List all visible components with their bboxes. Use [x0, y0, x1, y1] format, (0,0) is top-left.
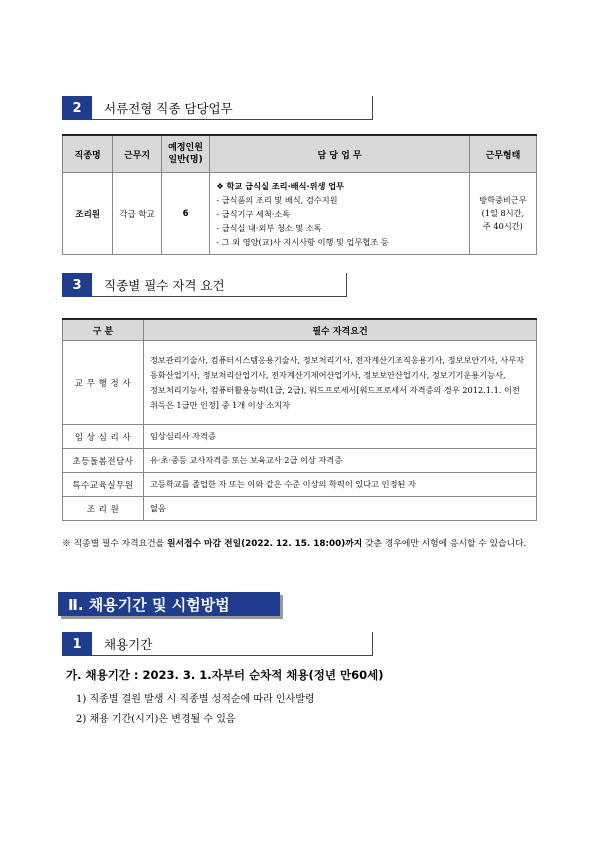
- header-requirement: 필수 자격요건: [144, 319, 537, 341]
- duty-heading: ❖ 학교 급식실 조리·배식·위생 업무: [216, 180, 345, 191]
- row-value: 없음: [144, 497, 537, 521]
- note-deadline: 원서접수 마감 전일(2022. 12. 15. 18:00)까지: [166, 539, 363, 549]
- section-title: 직종별 필수 자격 요건: [92, 273, 347, 297]
- work-place: 각급 학교: [113, 173, 161, 255]
- section-1-heading: [62, 632, 373, 656]
- duty-item: - 그 외 영양(교)사 지시사항 이행 및 업무협조 등: [216, 236, 389, 247]
- row-value: 유·초·중등 교사자격증 또는 보육교사 2급 이상 자격증: [144, 449, 537, 473]
- row-label: 임 상 심 리 사: [63, 425, 144, 449]
- work-type: 방학중비근무 (1일 8시간, 주 40시간): [469, 173, 536, 255]
- section-number: 1: [62, 632, 92, 656]
- section-number: 3: [62, 273, 92, 297]
- row-value: 정보관리기술사, 컴퓨터시스템응용기술사, 정보처리기사, 전자계산기조직응용기사, 정보보안기사, 사무자동화산업기사, 정보처리산업기사, 전자계산기제어산업기사, 정보보안산업기사, 정보기기운용기능사, 정보처리기능사, 컴퓨터활용능력(1급, 2급), 워드프로세서[워드프로세서 자격증의 경우 2012.1.1. 이전 취득은 1급만 인정] 중 1개 이상 소지자: [144, 341, 537, 425]
- duty-table: [62, 134, 537, 255]
- qualification-table: [62, 318, 537, 521]
- section-3-heading: [62, 273, 347, 297]
- row-label: 교 무 행 정 사: [63, 341, 144, 425]
- qualification-note: [62, 536, 542, 552]
- header-work-type: 근무형태: [469, 135, 536, 173]
- row-label: 초등돌봄전담사: [63, 449, 144, 473]
- list-item: 1) 직종별 결원 발생 시 직종별 성적순에 따라 인사발령: [76, 694, 315, 705]
- duty-item: - 급식품의 조리 및 배식, 검수지원: [216, 194, 338, 205]
- header-count: 예정인원 일반(명): [161, 135, 210, 173]
- row-value: 임상심리사 자격증: [144, 425, 537, 449]
- chapter-heading: Ⅱ. 채용기간 및 시험방법: [58, 592, 280, 616]
- section-title: 서류전형 직종 담당업무: [92, 96, 373, 120]
- row-label: 조 리 원: [63, 497, 144, 521]
- row-label: 특수교육실무원: [63, 473, 144, 497]
- note-prefix: ※ 직종별 필수 자격요건을: [62, 539, 167, 549]
- header-category: 구 분: [63, 319, 144, 341]
- section-title: 채용기간: [92, 632, 373, 656]
- duty-item: - 급식실 내·외부 청소 및 소독: [216, 222, 322, 233]
- header-job: 직종명: [63, 135, 113, 173]
- duty-item: - 급식기구 세척·소독: [216, 208, 291, 219]
- duty-list: [210, 173, 469, 255]
- section-2-heading: [62, 96, 373, 120]
- row-value: 고등학교를 졸업한 자 또는 이와 같은 수준 이상의 학력이 있다고 인정된 자: [144, 473, 537, 497]
- section-number: 2: [62, 96, 92, 120]
- subsection-title: 가. 채용기간 : 2023. 3. 1.자부터 순차적 채용(정년 만60세): [66, 668, 384, 682]
- list-item: 2) 채용 기간(시기)은 변경될 수 있음: [76, 714, 236, 725]
- head-count: 6: [161, 173, 210, 255]
- job-name: 조리원: [63, 173, 113, 255]
- header-place: 근무지: [113, 135, 161, 173]
- header-duty: 담 당 업 무: [210, 135, 469, 173]
- note-suffix: 갖춘 경우에만 시험에 응시할 수 있습니다.: [362, 539, 527, 549]
